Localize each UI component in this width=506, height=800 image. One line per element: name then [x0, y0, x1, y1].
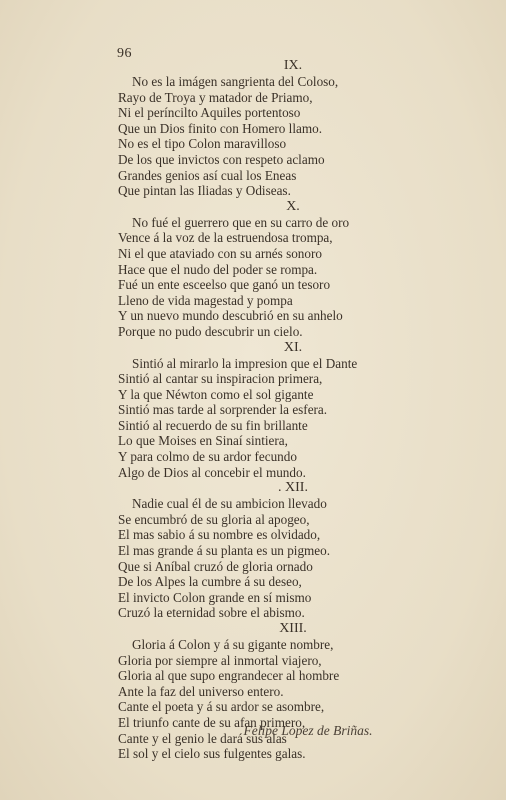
verse-line: No fué el guerrero que en su carro de oro — [132, 214, 350, 230]
page-number: 96 — [117, 46, 132, 61]
verse-line: Hace que el nudo del poder se rompa. — [118, 261, 318, 277]
verse-line: Grandes genios así cual los Eneas — [118, 167, 297, 183]
verse-line: Que si Aníbal cruzó de gloria ornado — [118, 558, 313, 574]
verse-line: El triunfo cante de su afan primero, — [118, 714, 306, 730]
verse-line: Sintió al recuerdo de su fin brillante — [118, 417, 308, 433]
verse-line: Fué un ente esceelso que ganó un tesoro — [118, 277, 331, 293]
verse-line: El invicto Colon grande en sí mismo — [118, 589, 312, 605]
verse-line: No es el tipo Colon maravilloso — [118, 136, 287, 152]
verse-line: El mas grande á su planta es un pigmeo. — [118, 543, 331, 559]
verse-line: Cruzó la eternidad sobre el abismo. — [118, 605, 305, 621]
verse-line: Que pintan las Iliadas y Odiseas. — [118, 183, 291, 199]
verse-line: No es la imágen sangrienta del Coloso, — [132, 74, 339, 89]
verse-line: Ni el períncilto Aquiles portentoso — [118, 105, 301, 121]
verse-line: Rayo de Troya y matador de Priamo, — [118, 89, 313, 105]
verse-line: Nadie cual él de su ambicion llevado — [132, 496, 327, 512]
verse-line: De los que invictos con respeto aclamo — [118, 151, 325, 167]
verse-line: Cante el poeta y á su ardor se asombre, — [118, 699, 325, 715]
verse-line: Gloria al que supo engrandecer al hombre — [118, 668, 340, 684]
verse-line: Y para colmo de su ardor fecundo — [118, 449, 297, 465]
verse-line: Sintió al cantar su inspiracion primera, — [118, 371, 323, 387]
verse-line: Lleno de vida magestad y pompa — [118, 292, 293, 308]
stanza-numeral: XIII. — [279, 621, 307, 636]
verse-line: Gloria por siempre al inmortal viajero, — [118, 652, 322, 668]
stanza-numeral: X. — [286, 198, 300, 214]
verse-line: Y la que Néwton como el sol gigante — [118, 386, 314, 402]
stanza-numeral: . XII. — [278, 480, 308, 496]
verse-line: Sintió mas tarde al sorprender la esfera. — [118, 402, 328, 418]
verse-line: De los Alpes la cumbre á su deseo, — [118, 574, 302, 590]
verse-line: El mas sabio á su nombre es olvidado, — [118, 527, 321, 543]
poem-body — [118, 58, 428, 762]
verse-line: Se encumbró de su gloria al apogeo, — [118, 511, 310, 527]
verse-line: Ni el que ataviado con su arnés sonoro — [118, 245, 322, 261]
author-signature: Felipe Lopez de Briñas. — [243, 723, 373, 738]
stanza-numeral: IX. — [283, 58, 303, 73]
verse-line: Vence á la voz de la estruendosa trompa, — [118, 230, 333, 246]
verse-line: Y un nuevo mundo descubrió en su anhelo — [118, 308, 343, 324]
verse-line: Sintió al mirarlo la impresion que el Dante — [132, 355, 358, 371]
verse-line: Ante la faz del universo entero. — [118, 683, 284, 699]
verse-line: Algo de Dios al concebir el mundo. — [118, 464, 306, 480]
verse-line: El sol y el cielo sus fulgentes galas. — [118, 746, 306, 762]
stanza-numeral: XI. — [283, 339, 303, 355]
verse-line: Cante y el genio le dará sus alas — [118, 730, 287, 746]
verse-line: Porque no pudo descubrir un cielo. — [118, 323, 303, 339]
verse-line: Que un Dios finito con Homero llamo. — [118, 120, 323, 136]
verse-line: Gloria á Colon y á su gigante nombre, — [132, 637, 334, 652]
verse-line: Lo que Moises en Sinaí sintiera, — [118, 433, 288, 449]
